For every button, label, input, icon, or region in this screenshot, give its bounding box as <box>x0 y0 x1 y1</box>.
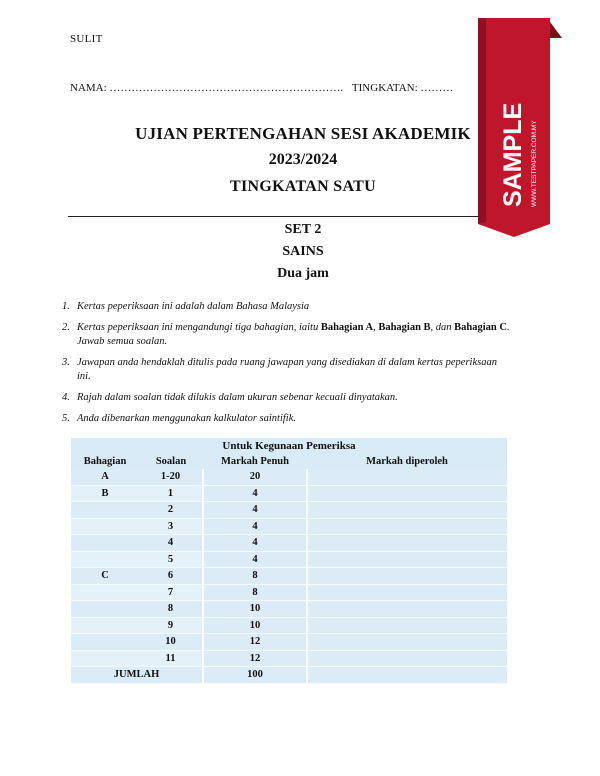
soalan-cell: 10 <box>139 634 203 651</box>
tingkatan-field[interactable]: ……… <box>420 82 454 94</box>
markah-penuh-cell: 4 <box>203 518 307 535</box>
table-row <box>71 551 507 568</box>
markah-diperoleh-cell[interactable] <box>307 584 507 601</box>
soalan-cell: 7 <box>139 584 203 601</box>
bahagian-cell <box>71 601 139 618</box>
table-row <box>71 485 507 502</box>
exam-form: TINGKATAN SATU <box>230 178 376 195</box>
table-row <box>71 518 507 535</box>
markah-penuh-cell: 4 <box>203 535 307 552</box>
bahagian-cell <box>71 551 139 568</box>
markah-diperoleh-cell[interactable] <box>307 617 507 634</box>
instruction-item: 5. Anda dibenarkan menggunakan kalkulator saintifik. <box>62 413 297 424</box>
nama-label: NAMA: <box>70 82 107 94</box>
table-row <box>71 535 507 552</box>
exam-session: 2023/2024 <box>268 151 338 168</box>
soalan-cell: 1-20 <box>139 469 203 485</box>
classification-label: SULIT <box>70 33 103 45</box>
soalan-cell: 11 <box>139 650 203 667</box>
col-header-bahagian: Bahagian <box>71 454 139 470</box>
bahagian-cell <box>71 650 139 667</box>
soalan-cell: 3 <box>139 518 203 535</box>
ribbon-url-text: WWW.TESTPAPER.COM.MY <box>531 120 538 207</box>
markah-penuh-cell: 4 <box>203 485 307 502</box>
nama-field[interactable]: ………………………………………………………. <box>109 82 344 94</box>
total-row <box>71 667 507 684</box>
markah-diperoleh-cell[interactable] <box>307 568 507 585</box>
ribbon-shadow <box>478 18 486 224</box>
instruction-item: 3. Jawapan anda hendaklah ditulis pada ruang jawapan yang disediakan di dalam kertas peperiksaan ini. <box>62 357 497 382</box>
sample-ribbon-watermark <box>476 12 562 237</box>
soalan-cell: 6 <box>139 568 203 585</box>
markah-penuh-cell: 12 <box>203 634 307 651</box>
markah-diperoleh-cell[interactable] <box>307 518 507 535</box>
markah-diperoleh-cell[interactable] <box>307 634 507 651</box>
soalan-cell: 2 <box>139 502 203 519</box>
markah-penuh-cell: 10 <box>203 617 307 634</box>
total-obtained-cell[interactable] <box>307 667 507 684</box>
table-row <box>71 601 507 618</box>
table-row <box>71 469 507 485</box>
bahagian-cell: B <box>71 485 139 502</box>
bahagian-cell: A <box>71 469 139 485</box>
table-caption: Untuk Kegunaan Pemeriksa <box>71 438 507 454</box>
examiner-table <box>71 438 507 684</box>
markah-diperoleh-cell[interactable] <box>307 469 507 485</box>
bahagian-cell <box>71 502 139 519</box>
bahagian-cell <box>71 617 139 634</box>
table-row <box>71 502 507 519</box>
soalan-cell: 5 <box>139 551 203 568</box>
markah-penuh-cell: 4 <box>203 502 307 519</box>
exam-set: SET 2 <box>284 222 322 237</box>
bahagian-cell <box>71 634 139 651</box>
markah-diperoleh-cell[interactable] <box>307 502 507 519</box>
markah-diperoleh-cell[interactable] <box>307 551 507 568</box>
soalan-cell: 8 <box>139 601 203 618</box>
bahagian-cell <box>71 535 139 552</box>
exam-subject: SAINS <box>282 244 324 259</box>
bahagian-cell <box>71 584 139 601</box>
instruction-list <box>62 300 512 433</box>
soalan-cell: 4 <box>139 535 203 552</box>
total-value: 100 <box>203 667 307 684</box>
table-body <box>71 469 507 667</box>
exam-duration: Dua jam <box>277 266 329 281</box>
table-row <box>71 584 507 601</box>
table-row <box>71 568 507 585</box>
col-header-markah-penuh: Markah Penuh <box>203 454 307 470</box>
student-info-line <box>70 82 453 94</box>
table-row <box>71 650 507 667</box>
instruction-item: 2. Kertas peperiksaan ini mengandungi tiga bahagian, iaitu Bahagian A, Bahagian B, dan Bahagian C. Jawab semua soalan. <box>62 322 510 347</box>
bahagian-cell: C <box>71 568 139 585</box>
markah-penuh-cell: 20 <box>203 469 307 485</box>
markah-penuh-cell: 12 <box>203 650 307 667</box>
markah-penuh-cell: 4 <box>203 551 307 568</box>
total-label: JUMLAH <box>71 667 203 684</box>
title-divider <box>68 216 508 217</box>
instruction-item: 1. Kertas peperiksaan ini adalah dalam Bahasa Malaysia <box>62 301 310 312</box>
markah-penuh-cell: 10 <box>203 601 307 618</box>
markah-diperoleh-cell[interactable] <box>307 535 507 552</box>
ribbon-fold <box>550 22 562 38</box>
instruction-item: 4. Rajah dalam soalan tidak dilukis dalam ukuran sebenar kecuali dinyatakan. <box>62 392 398 403</box>
exam-title: UJIAN PERTENGAHAN SESI AKADEMIK <box>135 124 471 143</box>
markah-penuh-cell: 8 <box>203 584 307 601</box>
tingkatan-label: TINGKATAN: <box>351 82 418 94</box>
markah-diperoleh-cell[interactable] <box>307 485 507 502</box>
table-row <box>71 617 507 634</box>
soalan-cell: 9 <box>139 617 203 634</box>
markah-penuh-cell: 8 <box>203 568 307 585</box>
table-row <box>71 634 507 651</box>
col-header-markah-diperoleh: Markah diperoleh <box>307 454 507 470</box>
bahagian-cell <box>71 518 139 535</box>
markah-diperoleh-cell[interactable] <box>307 650 507 667</box>
ribbon-sample-text: SAMPLE <box>499 102 527 207</box>
col-header-soalan: Soalan <box>139 454 203 470</box>
soalan-cell: 1 <box>139 485 203 502</box>
markah-diperoleh-cell[interactable] <box>307 601 507 618</box>
